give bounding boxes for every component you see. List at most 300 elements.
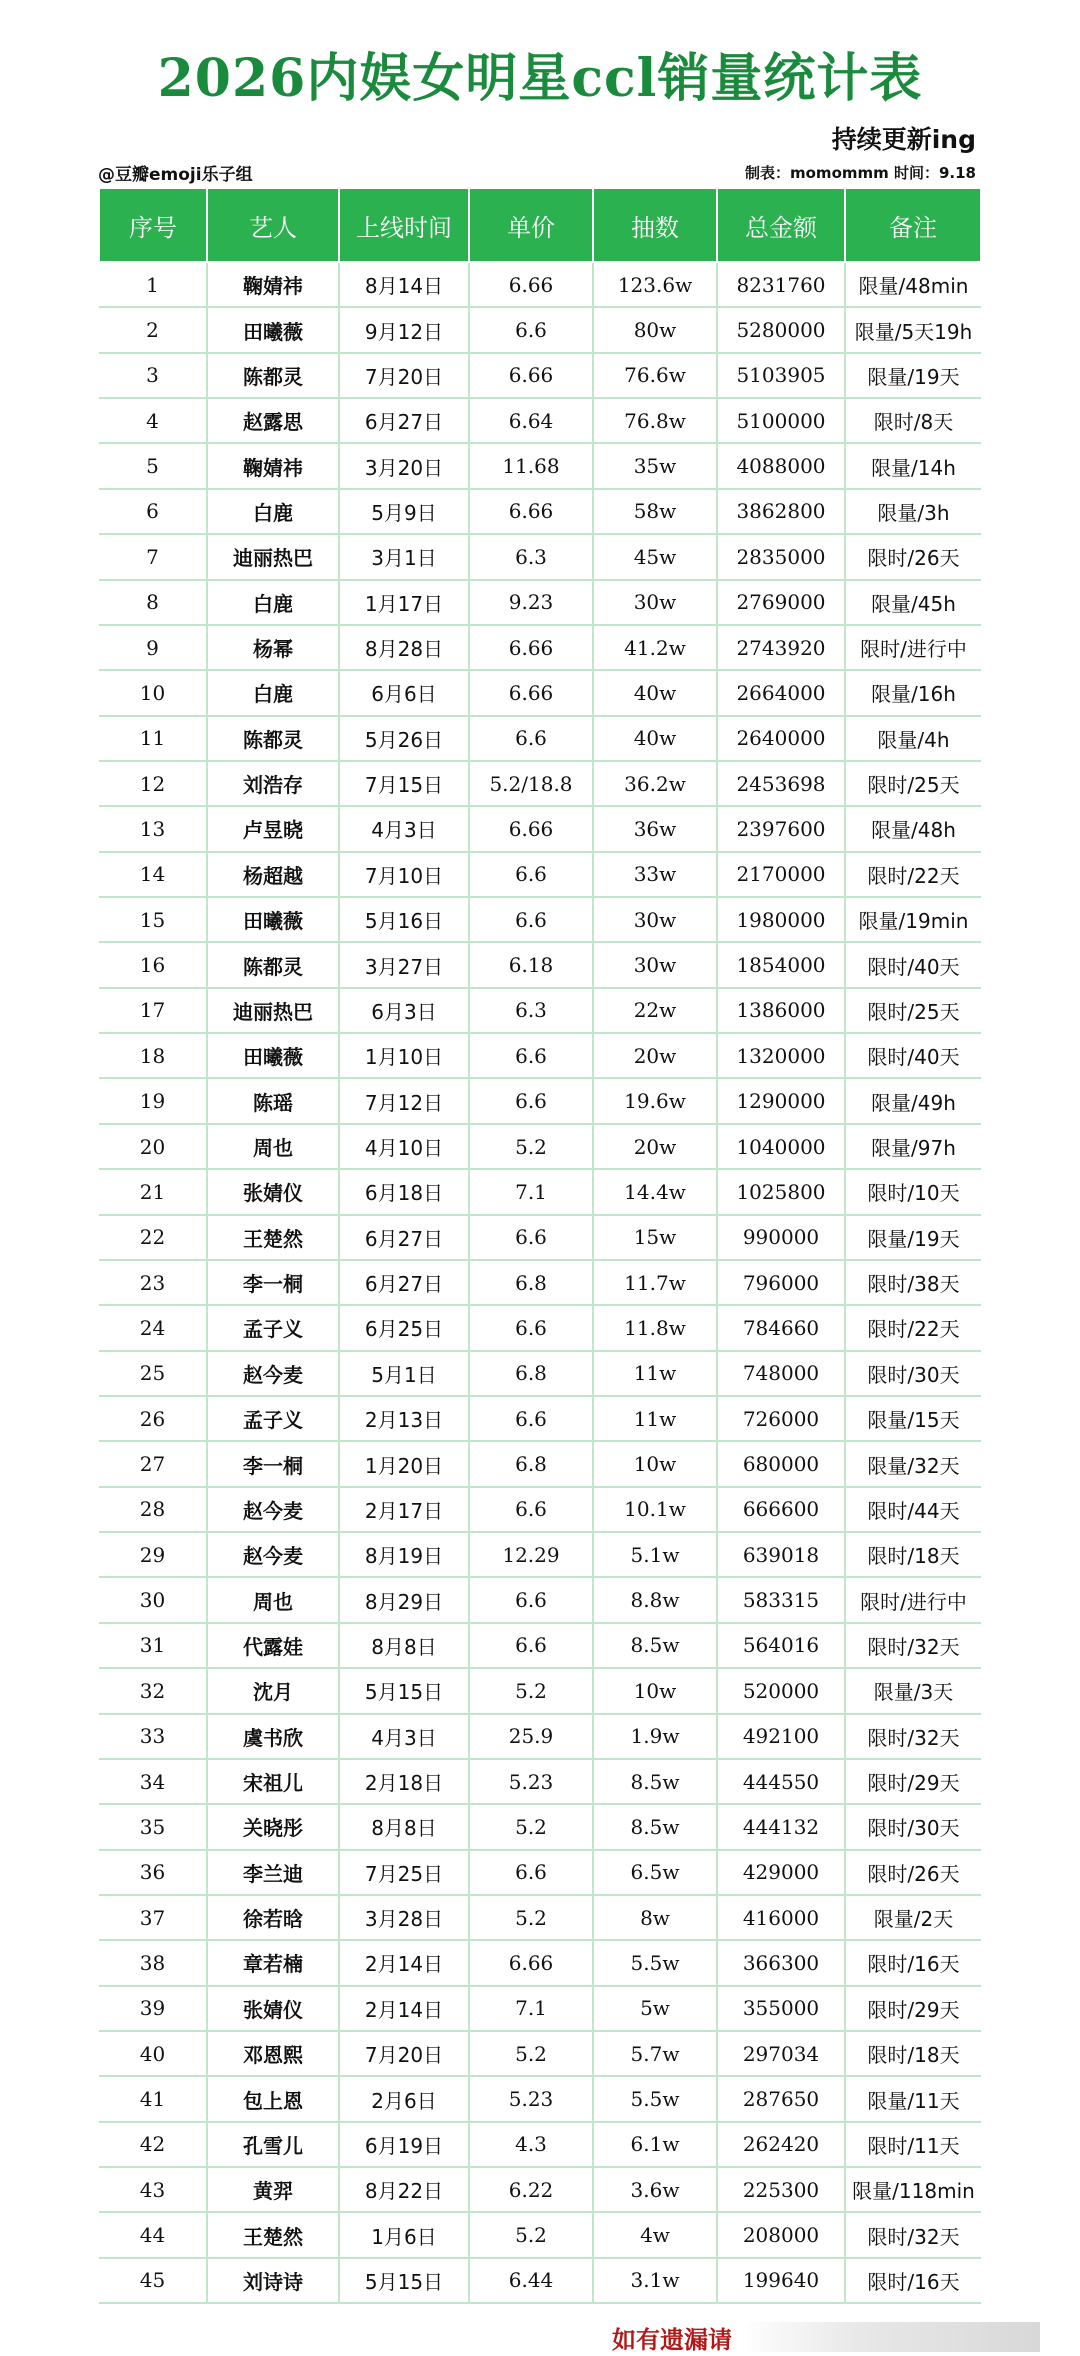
cell-artist: 章若楠 bbox=[207, 1940, 339, 1985]
cell-artist: 杨超越 bbox=[207, 852, 339, 897]
cell-draws: 8.8w bbox=[593, 1577, 717, 1622]
cell-date: 1月17日 bbox=[339, 580, 469, 625]
cell-index: 13 bbox=[99, 806, 207, 851]
cell-note: 限时/进行中 bbox=[845, 1577, 981, 1622]
cell-artist: 陈瑶 bbox=[207, 1078, 339, 1123]
cell-date: 6月19日 bbox=[339, 2122, 469, 2167]
table-row bbox=[99, 1169, 981, 1214]
cell-draws: 36.2w bbox=[593, 761, 717, 806]
table-row bbox=[99, 1532, 981, 1577]
cell-date: 5月1日 bbox=[339, 1351, 469, 1396]
cell-price: 5.2 bbox=[469, 2212, 593, 2257]
cell-artist: 张婧仪 bbox=[207, 1986, 339, 2031]
cell-note: 限时/32天 bbox=[845, 1623, 981, 1668]
cell-price: 4.3 bbox=[469, 2122, 593, 2167]
cell-price: 6.66 bbox=[469, 353, 593, 398]
cell-draws: 30w bbox=[593, 942, 717, 987]
cell-artist: 虞书欣 bbox=[207, 1714, 339, 1759]
cell-total: 444550 bbox=[717, 1759, 845, 1804]
cell-note: 限时/29天 bbox=[845, 1759, 981, 1804]
cell-price: 6.6 bbox=[469, 1850, 593, 1895]
table-row bbox=[99, 716, 981, 761]
cell-draws: 40w bbox=[593, 670, 717, 715]
header-total: 总金额 bbox=[717, 188, 845, 262]
table-row bbox=[99, 2167, 981, 2212]
cell-price: 6.6 bbox=[469, 307, 593, 352]
cell-index: 37 bbox=[99, 1895, 207, 1940]
cell-total: 666600 bbox=[717, 1487, 845, 1532]
cell-note: 限时/30天 bbox=[845, 1804, 981, 1849]
table-row bbox=[99, 1759, 981, 1804]
cell-note: 限量/19天 bbox=[845, 353, 981, 398]
cell-draws: 80w bbox=[593, 307, 717, 352]
cell-note: 限量/118min bbox=[845, 2167, 981, 2212]
cell-note: 限时/10天 bbox=[845, 1169, 981, 1214]
table-row bbox=[99, 534, 981, 579]
table-row bbox=[99, 489, 981, 534]
cell-artist: 黄羿 bbox=[207, 2167, 339, 2212]
cell-index: 7 bbox=[99, 534, 207, 579]
cell-index: 4 bbox=[99, 398, 207, 443]
cell-total: 564016 bbox=[717, 1623, 845, 1668]
cell-total: 208000 bbox=[717, 2212, 845, 2257]
cell-date: 6月27日 bbox=[339, 1215, 469, 1260]
cell-note: 限量/19min bbox=[845, 897, 981, 942]
cell-index: 12 bbox=[99, 761, 207, 806]
cell-artist: 徐若晗 bbox=[207, 1895, 339, 1940]
cell-total: 1980000 bbox=[717, 897, 845, 942]
cell-draws: 5.1w bbox=[593, 1532, 717, 1577]
cell-draws: 8.5w bbox=[593, 1804, 717, 1849]
table-row bbox=[99, 1668, 981, 1713]
cell-total: 1386000 bbox=[717, 988, 845, 1033]
cell-date: 6月25日 bbox=[339, 1305, 469, 1350]
cell-artist: 迪丽热巴 bbox=[207, 988, 339, 1033]
table-row bbox=[99, 2258, 981, 2303]
cell-price: 7.1 bbox=[469, 1169, 593, 1214]
cell-price: 5.2 bbox=[469, 2031, 593, 2076]
cell-note: 限量/16h bbox=[845, 670, 981, 715]
cell-note: 限量/45h bbox=[845, 580, 981, 625]
cell-total: 748000 bbox=[717, 1351, 845, 1396]
cell-draws: 20w bbox=[593, 1124, 717, 1169]
cell-total: 2835000 bbox=[717, 534, 845, 579]
cell-price: 6.22 bbox=[469, 2167, 593, 2212]
cell-index: 18 bbox=[99, 1033, 207, 1078]
table-row bbox=[99, 443, 981, 488]
cell-index: 3 bbox=[99, 353, 207, 398]
table-row bbox=[99, 1033, 981, 1078]
cell-artist: 刘浩存 bbox=[207, 761, 339, 806]
header-note: 备注 bbox=[845, 188, 981, 262]
cell-total: 1040000 bbox=[717, 1124, 845, 1169]
cell-index: 20 bbox=[99, 1124, 207, 1169]
cell-artist: 包上恩 bbox=[207, 2076, 339, 2121]
cell-index: 43 bbox=[99, 2167, 207, 2212]
maker-label: 制表：momommm 时间：9.18 bbox=[745, 164, 976, 182]
cell-draws: 11.7w bbox=[593, 1260, 717, 1305]
cell-price: 5.2 bbox=[469, 1668, 593, 1713]
table-row bbox=[99, 806, 981, 851]
cell-draws: 58w bbox=[593, 489, 717, 534]
cell-index: 23 bbox=[99, 1260, 207, 1305]
footer-text: 如有遗漏请 bbox=[612, 2326, 732, 2354]
cell-total: 2743920 bbox=[717, 625, 845, 670]
table-row bbox=[99, 2122, 981, 2167]
cell-total: 287650 bbox=[717, 2076, 845, 2121]
cell-artist: 王楚然 bbox=[207, 2212, 339, 2257]
cell-total: 726000 bbox=[717, 1396, 845, 1441]
watermark-mask bbox=[740, 2322, 1040, 2352]
cell-index: 15 bbox=[99, 897, 207, 942]
table-row bbox=[99, 670, 981, 715]
cell-total: 297034 bbox=[717, 2031, 845, 2076]
cell-note: 限量/2天 bbox=[845, 1895, 981, 1940]
table-row bbox=[99, 1940, 981, 1985]
cell-date: 8月8日 bbox=[339, 1623, 469, 1668]
cell-artist: 沈月 bbox=[207, 1668, 339, 1713]
cell-date: 7月20日 bbox=[339, 353, 469, 398]
cell-price: 6.8 bbox=[469, 1351, 593, 1396]
cell-artist: 关晓彤 bbox=[207, 1804, 339, 1849]
cell-total: 225300 bbox=[717, 2167, 845, 2212]
cell-index: 32 bbox=[99, 1668, 207, 1713]
cell-date: 8月29日 bbox=[339, 1577, 469, 1622]
cell-note: 限时/25天 bbox=[845, 988, 981, 1033]
cell-draws: 8.5w bbox=[593, 1759, 717, 1804]
cell-price: 6.8 bbox=[469, 1441, 593, 1486]
header-price: 单价 bbox=[469, 188, 593, 262]
cell-index: 5 bbox=[99, 443, 207, 488]
cell-artist: 赵今麦 bbox=[207, 1487, 339, 1532]
cell-total: 8231760 bbox=[717, 262, 845, 307]
cell-price: 6.64 bbox=[469, 398, 593, 443]
table-row bbox=[99, 1487, 981, 1532]
cell-date: 7月25日 bbox=[339, 1850, 469, 1895]
cell-date: 7月12日 bbox=[339, 1078, 469, 1123]
cell-index: 1 bbox=[99, 262, 207, 307]
cell-index: 36 bbox=[99, 1850, 207, 1895]
cell-total: 2640000 bbox=[717, 716, 845, 761]
table-row bbox=[99, 1215, 981, 1260]
cell-artist: 周也 bbox=[207, 1124, 339, 1169]
cell-artist: 田曦薇 bbox=[207, 1033, 339, 1078]
cell-date: 2月13日 bbox=[339, 1396, 469, 1441]
cell-note: 限时/29天 bbox=[845, 1986, 981, 2031]
cell-index: 10 bbox=[99, 670, 207, 715]
cell-date: 8月14日 bbox=[339, 262, 469, 307]
cell-note: 限时/16天 bbox=[845, 2258, 981, 2303]
cell-index: 40 bbox=[99, 2031, 207, 2076]
cell-price: 6.66 bbox=[469, 262, 593, 307]
cell-total: 2769000 bbox=[717, 580, 845, 625]
cell-draws: 22w bbox=[593, 988, 717, 1033]
cell-draws: 10w bbox=[593, 1668, 717, 1713]
cell-price: 6.6 bbox=[469, 1305, 593, 1350]
cell-index: 27 bbox=[99, 1441, 207, 1486]
table-row bbox=[99, 1441, 981, 1486]
cell-index: 35 bbox=[99, 1804, 207, 1849]
cell-note: 限量/4h bbox=[845, 716, 981, 761]
cell-note: 限时/40天 bbox=[845, 942, 981, 987]
cell-date: 8月19日 bbox=[339, 1532, 469, 1577]
cell-date: 5月9日 bbox=[339, 489, 469, 534]
cell-total: 3862800 bbox=[717, 489, 845, 534]
cell-note: 限量/97h bbox=[845, 1124, 981, 1169]
cell-index: 11 bbox=[99, 716, 207, 761]
cell-artist: 田曦薇 bbox=[207, 897, 339, 942]
cell-total: 444132 bbox=[717, 1804, 845, 1849]
cell-date: 6月18日 bbox=[339, 1169, 469, 1214]
cell-total: 1290000 bbox=[717, 1078, 845, 1123]
cell-total: 2170000 bbox=[717, 852, 845, 897]
cell-index: 21 bbox=[99, 1169, 207, 1214]
cell-index: 6 bbox=[99, 489, 207, 534]
cell-price: 5.2 bbox=[469, 1895, 593, 1940]
cell-date: 5月15日 bbox=[339, 1668, 469, 1713]
cell-draws: 3.1w bbox=[593, 2258, 717, 2303]
cell-total: 1854000 bbox=[717, 942, 845, 987]
cell-note: 限量/3天 bbox=[845, 1668, 981, 1713]
cell-note: 限量/32天 bbox=[845, 1441, 981, 1486]
cell-artist: 陈都灵 bbox=[207, 353, 339, 398]
cell-price: 5.2/18.8 bbox=[469, 761, 593, 806]
cell-date: 5月26日 bbox=[339, 716, 469, 761]
cell-date: 1月10日 bbox=[339, 1033, 469, 1078]
cell-artist: 鞠婧祎 bbox=[207, 262, 339, 307]
cell-draws: 11w bbox=[593, 1351, 717, 1396]
cell-total: 355000 bbox=[717, 1986, 845, 2031]
cell-draws: 41.2w bbox=[593, 625, 717, 670]
cell-price: 5.2 bbox=[469, 1124, 593, 1169]
table-row bbox=[99, 1623, 981, 1668]
cell-draws: 45w bbox=[593, 534, 717, 579]
cell-total: 2664000 bbox=[717, 670, 845, 715]
credit-label: @豆瓣emoji乐子组 bbox=[98, 165, 253, 185]
cell-price: 6.6 bbox=[469, 1215, 593, 1260]
table-row bbox=[99, 262, 981, 307]
cell-total: 520000 bbox=[717, 1668, 845, 1713]
cell-index: 16 bbox=[99, 942, 207, 987]
cell-price: 6.8 bbox=[469, 1260, 593, 1305]
cell-price: 6.6 bbox=[469, 1623, 593, 1668]
cell-total: 639018 bbox=[717, 1532, 845, 1577]
cell-total: 5280000 bbox=[717, 307, 845, 352]
cell-date: 7月15日 bbox=[339, 761, 469, 806]
cell-date: 4月3日 bbox=[339, 1714, 469, 1759]
cell-index: 2 bbox=[99, 307, 207, 352]
cell-date: 8月8日 bbox=[339, 1804, 469, 1849]
cell-date: 7月10日 bbox=[339, 852, 469, 897]
header-date: 上线时间 bbox=[339, 188, 469, 262]
cell-index: 44 bbox=[99, 2212, 207, 2257]
cell-draws: 8.5w bbox=[593, 1623, 717, 1668]
table-row bbox=[99, 942, 981, 987]
cell-total: 366300 bbox=[717, 1940, 845, 1985]
table-row bbox=[99, 1351, 981, 1396]
cell-draws: 6.1w bbox=[593, 2122, 717, 2167]
cell-artist: 白鹿 bbox=[207, 670, 339, 715]
cell-index: 19 bbox=[99, 1078, 207, 1123]
cell-note: 限量/49h bbox=[845, 1078, 981, 1123]
cell-index: 30 bbox=[99, 1577, 207, 1622]
cell-total: 1025800 bbox=[717, 1169, 845, 1214]
cell-index: 45 bbox=[99, 2258, 207, 2303]
cell-draws: 14.4w bbox=[593, 1169, 717, 1214]
cell-note: 限量/5天19h bbox=[845, 307, 981, 352]
cell-total: 5103905 bbox=[717, 353, 845, 398]
cell-date: 8月28日 bbox=[339, 625, 469, 670]
cell-draws: 5.5w bbox=[593, 1940, 717, 1985]
cell-price: 6.3 bbox=[469, 534, 593, 579]
cell-artist: 卢昱晓 bbox=[207, 806, 339, 851]
cell-total: 796000 bbox=[717, 1260, 845, 1305]
cell-date: 2月18日 bbox=[339, 1759, 469, 1804]
cell-price: 6.6 bbox=[469, 1487, 593, 1532]
table-row bbox=[99, 761, 981, 806]
cell-artist: 白鹿 bbox=[207, 489, 339, 534]
cell-price: 6.6 bbox=[469, 1078, 593, 1123]
cell-index: 33 bbox=[99, 1714, 207, 1759]
table-row bbox=[99, 988, 981, 1033]
cell-date: 6月27日 bbox=[339, 1260, 469, 1305]
table-row bbox=[99, 1804, 981, 1849]
table-row bbox=[99, 1895, 981, 1940]
cell-date: 3月1日 bbox=[339, 534, 469, 579]
cell-artist: 李一桐 bbox=[207, 1260, 339, 1305]
cell-artist: 鞠婧祎 bbox=[207, 443, 339, 488]
cell-note: 限时/26天 bbox=[845, 534, 981, 579]
cell-draws: 76.8w bbox=[593, 398, 717, 443]
cell-draws: 30w bbox=[593, 897, 717, 942]
cell-index: 29 bbox=[99, 1532, 207, 1577]
table-row bbox=[99, 1078, 981, 1123]
cell-total: 583315 bbox=[717, 1577, 845, 1622]
cell-draws: 5w bbox=[593, 1986, 717, 2031]
cell-artist: 陈都灵 bbox=[207, 942, 339, 987]
cell-draws: 19.6w bbox=[593, 1078, 717, 1123]
table-row bbox=[99, 353, 981, 398]
header-index: 序号 bbox=[99, 188, 207, 262]
cell-draws: 11w bbox=[593, 1396, 717, 1441]
cell-draws: 10w bbox=[593, 1441, 717, 1486]
cell-note: 限量/48min bbox=[845, 262, 981, 307]
cell-price: 6.44 bbox=[469, 2258, 593, 2303]
cell-artist: 邓恩熙 bbox=[207, 2031, 339, 2076]
cell-draws: 8w bbox=[593, 1895, 717, 1940]
cell-price: 6.66 bbox=[469, 1940, 593, 1985]
cell-note: 限时/16天 bbox=[845, 1940, 981, 1985]
table-row bbox=[99, 852, 981, 897]
cell-note: 限时/11天 bbox=[845, 2122, 981, 2167]
cell-index: 34 bbox=[99, 1759, 207, 1804]
cell-artist: 孔雪儿 bbox=[207, 2122, 339, 2167]
cell-index: 26 bbox=[99, 1396, 207, 1441]
cell-draws: 123.6w bbox=[593, 262, 717, 307]
cell-draws: 33w bbox=[593, 852, 717, 897]
cell-note: 限量/48h bbox=[845, 806, 981, 851]
cell-total: 4088000 bbox=[717, 443, 845, 488]
cell-note: 限量/19天 bbox=[845, 1215, 981, 1260]
cell-artist: 白鹿 bbox=[207, 580, 339, 625]
cell-price: 6.3 bbox=[469, 988, 593, 1033]
cell-note: 限时/30天 bbox=[845, 1351, 981, 1396]
cell-price: 6.66 bbox=[469, 670, 593, 715]
table-row bbox=[99, 398, 981, 443]
cell-note: 限量/14h bbox=[845, 443, 981, 488]
cell-draws: 3.6w bbox=[593, 2167, 717, 2212]
cell-index: 22 bbox=[99, 1215, 207, 1260]
cell-note: 限时/进行中 bbox=[845, 625, 981, 670]
cell-index: 9 bbox=[99, 625, 207, 670]
cell-price: 6.6 bbox=[469, 852, 593, 897]
cell-date: 5月16日 bbox=[339, 897, 469, 942]
cell-date: 1月6日 bbox=[339, 2212, 469, 2257]
cell-artist: 陈都灵 bbox=[207, 716, 339, 761]
table-row bbox=[99, 1714, 981, 1759]
cell-draws: 10.1w bbox=[593, 1487, 717, 1532]
cell-note: 限量/3h bbox=[845, 489, 981, 534]
cell-draws: 40w bbox=[593, 716, 717, 761]
cell-artist: 宋祖儿 bbox=[207, 1759, 339, 1804]
header-draws: 抽数 bbox=[593, 188, 717, 262]
cell-artist: 赵露思 bbox=[207, 398, 339, 443]
cell-date: 6月6日 bbox=[339, 670, 469, 715]
cell-index: 38 bbox=[99, 1940, 207, 1985]
cell-price: 6.6 bbox=[469, 1577, 593, 1622]
cell-index: 39 bbox=[99, 1986, 207, 2031]
table-row bbox=[99, 307, 981, 352]
cell-date: 2月17日 bbox=[339, 1487, 469, 1532]
table-row bbox=[99, 1986, 981, 2031]
header-artist: 艺人 bbox=[207, 188, 339, 262]
cell-date: 6月3日 bbox=[339, 988, 469, 1033]
cell-date: 7月20日 bbox=[339, 2031, 469, 2076]
table-row bbox=[99, 2212, 981, 2257]
cell-price: 6.6 bbox=[469, 1033, 593, 1078]
cell-artist: 李兰迪 bbox=[207, 1850, 339, 1895]
cell-date: 4月10日 bbox=[339, 1124, 469, 1169]
cell-note: 限时/25天 bbox=[845, 761, 981, 806]
sales-table bbox=[98, 187, 982, 2304]
cell-draws: 76.6w bbox=[593, 353, 717, 398]
table-header-row bbox=[99, 188, 981, 262]
cell-price: 6.66 bbox=[469, 625, 593, 670]
cell-draws: 15w bbox=[593, 1215, 717, 1260]
cell-artist: 代露娃 bbox=[207, 1623, 339, 1668]
cell-draws: 5.7w bbox=[593, 2031, 717, 2076]
cell-date: 3月27日 bbox=[339, 942, 469, 987]
cell-artist: 赵今麦 bbox=[207, 1532, 339, 1577]
cell-date: 5月15日 bbox=[339, 2258, 469, 2303]
cell-price: 11.68 bbox=[469, 443, 593, 488]
cell-index: 31 bbox=[99, 1623, 207, 1668]
cell-draws: 36w bbox=[593, 806, 717, 851]
cell-date: 4月3日 bbox=[339, 806, 469, 851]
cell-index: 28 bbox=[99, 1487, 207, 1532]
table-row bbox=[99, 1396, 981, 1441]
cell-note: 限时/32天 bbox=[845, 1714, 981, 1759]
cell-price: 7.1 bbox=[469, 1986, 593, 2031]
cell-price: 6.6 bbox=[469, 716, 593, 761]
cell-artist: 刘诗诗 bbox=[207, 2258, 339, 2303]
cell-total: 1320000 bbox=[717, 1033, 845, 1078]
cell-total: 492100 bbox=[717, 1714, 845, 1759]
cell-draws: 1.9w bbox=[593, 1714, 717, 1759]
cell-date: 2月6日 bbox=[339, 2076, 469, 2121]
cell-note: 限量/15天 bbox=[845, 1396, 981, 1441]
cell-date: 9月12日 bbox=[339, 307, 469, 352]
